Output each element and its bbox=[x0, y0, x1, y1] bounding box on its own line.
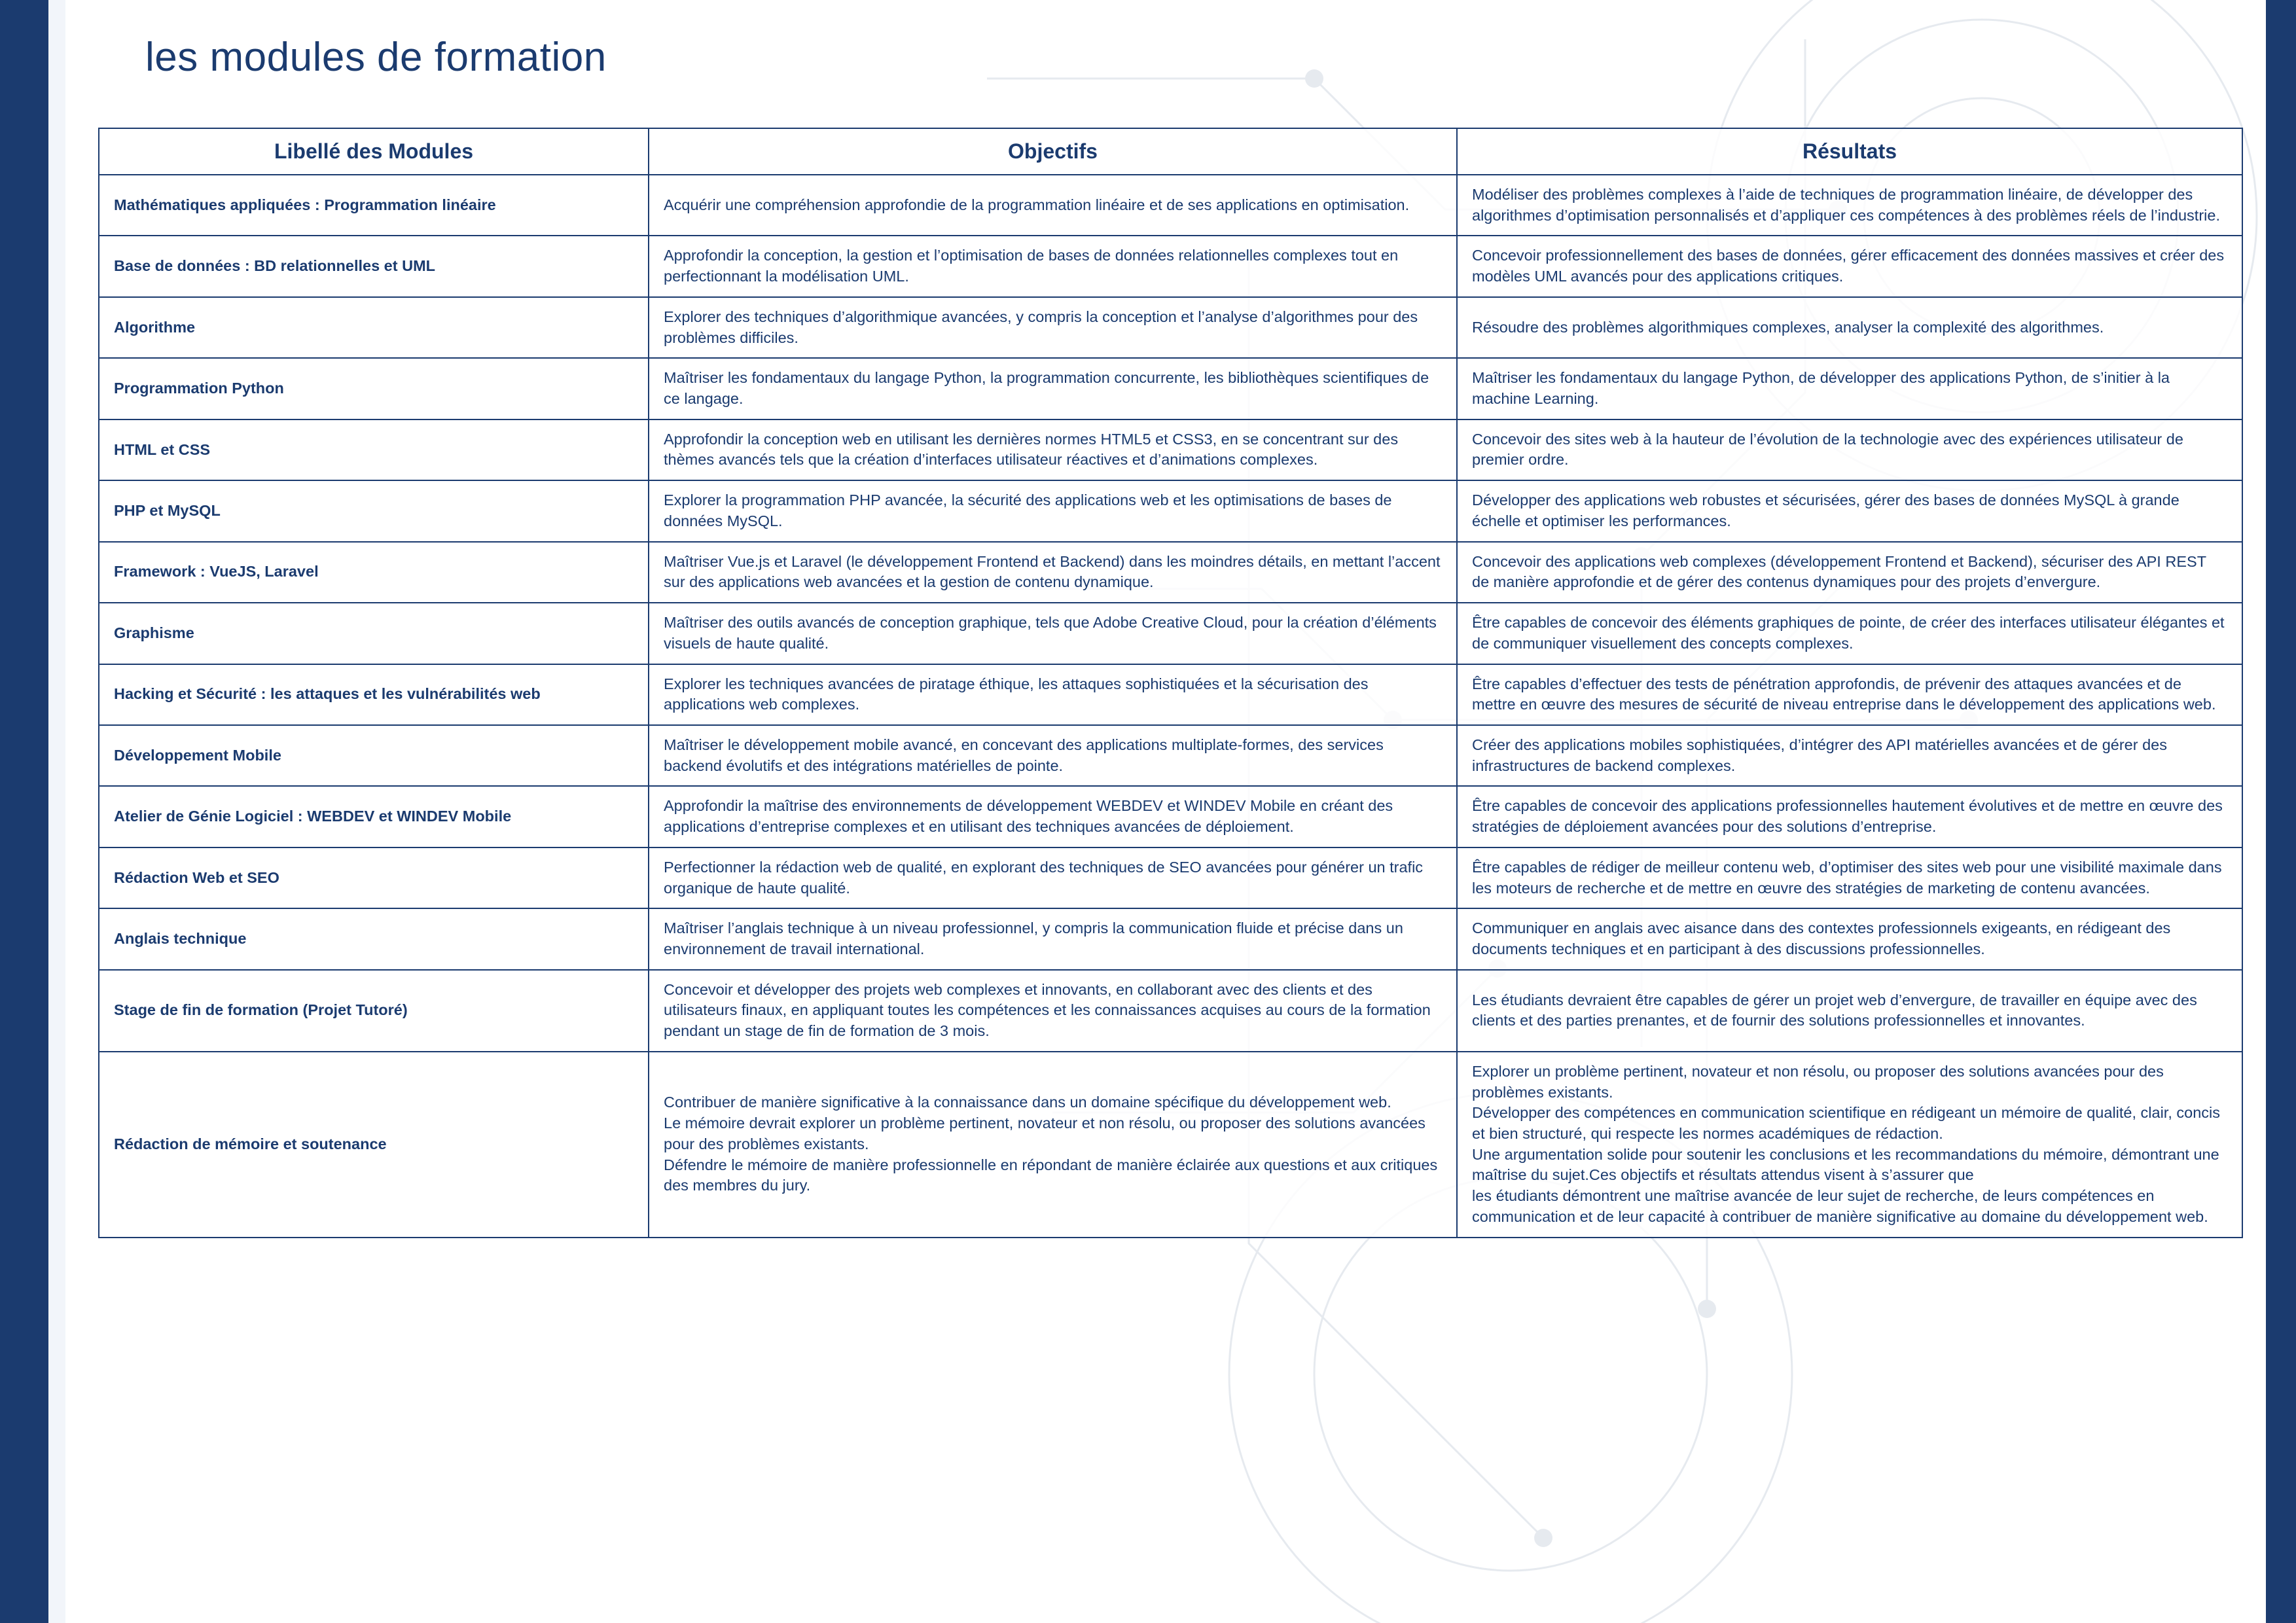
modules-table-container bbox=[98, 128, 2242, 1238]
cell-objectives: Acquérir une compréhension approfondie de la programmation linéaire et de ses applications en optimisation. bbox=[649, 175, 1457, 236]
table-row bbox=[99, 908, 2242, 969]
table-row bbox=[99, 175, 2242, 236]
cell-module-name: Base de données : BD relationnelles et UML bbox=[99, 236, 649, 296]
table-row bbox=[99, 480, 2242, 541]
cell-results: Être capables de concevoir des applications professionnelles hautement évolutives et de mettre en œuvre des stratégies de déploiement avancées pour des solutions d’entreprise. bbox=[1457, 786, 2242, 847]
left-decor-band-secondary bbox=[48, 0, 65, 1623]
cell-results: Concevoir professionnellement des bases de données, gérer efficacement des données massives et créer des modèles UML avancés pour des applications critiques. bbox=[1457, 236, 2242, 296]
table-row bbox=[99, 358, 2242, 419]
cell-module-name: Framework : VueJS, Laravel bbox=[99, 542, 649, 603]
cell-results: Être capables de rédiger de meilleur contenu web, d’optimiser des sites web pour une visibilité maximale dans les moteurs de recherche et de mettre en œuvre des stratégies de marketing de contenu avancées. bbox=[1457, 847, 2242, 908]
table-row bbox=[99, 664, 2242, 725]
cell-results: Explorer un problème pertinent, novateur et non résolu, ou proposer des solutions avancées pour des problèmes existants. Développer des compétences en communication scientifique en rédigeant un mémoire de qualité, clair, concis et bien structuré, qui respecte les normes académiques de rédaction. Une argumentation solide pour soutenir les conclusions et les recommandations du mémoire, démontrant une maîtrise du sujet.Ces objectifs et résultats attendus visent à s’assurer que les étudiants démontrent une maîtrise avancée de leur sujet de recherche, de leurs compétences en communication et de leur capacité à contribuer de manière significative au domaine du développement web. bbox=[1457, 1052, 2242, 1238]
cell-module-name: Hacking et Sécurité : les attaques et les vulnérabilités web bbox=[99, 664, 649, 725]
table-row bbox=[99, 786, 2242, 847]
cell-objectives: Explorer des techniques d’algorithmique avancées, y compris la conception et l’analyse d’algorithmes pour des problèmes difficiles. bbox=[649, 297, 1457, 358]
cell-objectives: Concevoir et développer des projets web complexes et innovants, en collaborant avec des clients et des utilisateurs finaux, en appliquant toutes les compétences et les connaissances acquises au cours de la formation pendant un stage de fin de formation de 3 mois. bbox=[649, 970, 1457, 1052]
page-title: les modules de formation bbox=[145, 35, 607, 80]
cell-objectives: Approfondir la conception web en utilisant les dernières normes HTML5 et CSS3, en se concentrant sur des thèmes avancés tels que la création d’interfaces utilisateur réactives et d’animations complexes. bbox=[649, 419, 1457, 480]
cell-results: Communiquer en anglais avec aisance dans des contextes professionnels exigeants, en rédigeant des documents techniques et en participant à des discussions professionnelles. bbox=[1457, 908, 2242, 969]
modules-table-body bbox=[99, 175, 2242, 1238]
cell-module-name: Rédaction Web et SEO bbox=[99, 847, 649, 908]
cell-objectives: Maîtriser les fondamentaux du langage Python, la programmation concurrente, les bibliothèques scientifiques de ce langage. bbox=[649, 358, 1457, 419]
right-decor-band bbox=[2266, 0, 2296, 1623]
cell-results: Développer des applications web robustes et sécurisées, gérer des bases de données MySQL à grande échelle et optimiser les performances. bbox=[1457, 480, 2242, 541]
table-row bbox=[99, 419, 2242, 480]
cell-objectives: Explorer la programmation PHP avancée, la sécurité des applications web et les optimisations de bases de données MySQL. bbox=[649, 480, 1457, 541]
cell-module-name: Atelier de Génie Logiciel : WEBDEV et WINDEV Mobile bbox=[99, 786, 649, 847]
cell-objectives: Maîtriser des outils avancés de conception graphique, tels que Adobe Creative Cloud, pour la création d’éléments visuels de haute qualité. bbox=[649, 603, 1457, 664]
cell-results: Maîtriser les fondamentaux du langage Python, de développer des applications Python, de s’initier à la machine Learning. bbox=[1457, 358, 2242, 419]
cell-module-name: Mathématiques appliquées : Programmation linéaire bbox=[99, 175, 649, 236]
table-header-row bbox=[99, 128, 2242, 175]
cell-results: Créer des applications mobiles sophistiquées, d’intégrer des API matérielles avancées et de gérer des infrastructures de backend complexes. bbox=[1457, 725, 2242, 786]
table-row bbox=[99, 847, 2242, 908]
cell-objectives: Contribuer de manière significative à la connaissance dans un domaine spécifique du développement web. Le mémoire devrait explorer un problème pertinent, novateur et non résolu, ou proposer des solutions avancées pour des problèmes existants. Défendre le mémoire de manière professionnelle en répondant de manière éclairée aux questions et aux critiques des membres du jury. bbox=[649, 1052, 1457, 1238]
cell-module-name: Programmation Python bbox=[99, 358, 649, 419]
modules-table bbox=[98, 128, 2243, 1238]
cell-module-name: Stage de fin de formation (Projet Tutoré) bbox=[99, 970, 649, 1052]
cell-results: Les étudiants devraient être capables de gérer un projet web d’envergure, de travailler en équipe avec des clients et des parties prenantes, et de fournir des solutions professionnelles et innovantes. bbox=[1457, 970, 2242, 1052]
column-header-results: Résultats bbox=[1457, 128, 2242, 175]
column-header-module: Libellé des Modules bbox=[99, 128, 649, 175]
cell-module-name: HTML et CSS bbox=[99, 419, 649, 480]
cell-objectives: Approfondir la maîtrise des environnements de développement WEBDEV et WINDEV Mobile en créant des applications d’entreprise complexes et en utilisant des techniques avancées de déploiement. bbox=[649, 786, 1457, 847]
cell-module-name: Graphisme bbox=[99, 603, 649, 664]
table-row bbox=[99, 970, 2242, 1052]
table-row bbox=[99, 603, 2242, 664]
cell-module-name: Anglais technique bbox=[99, 908, 649, 969]
cell-module-name: PHP et MySQL bbox=[99, 480, 649, 541]
table-row bbox=[99, 297, 2242, 358]
left-decor-band bbox=[0, 0, 48, 1623]
table-row bbox=[99, 1052, 2242, 1238]
table-row bbox=[99, 236, 2242, 296]
table-row bbox=[99, 542, 2242, 603]
cell-objectives: Approfondir la conception, la gestion et l’optimisation de bases de données relationnelles complexes tout en perfectionnant la modélisation UML. bbox=[649, 236, 1457, 296]
cell-objectives: Explorer les techniques avancées de piratage éthique, les attaques sophistiquées et la sécurisation des applications web complexes. bbox=[649, 664, 1457, 725]
column-header-objectives: Objectifs bbox=[649, 128, 1457, 175]
cell-results: Être capables d’effectuer des tests de pénétration approfondis, de prévenir des attaques avancées et de mettre en œuvre des mesures de sécurité de niveau entreprise dans le développement des applications web. bbox=[1457, 664, 2242, 725]
table-row bbox=[99, 725, 2242, 786]
cell-objectives: Maîtriser l’anglais technique à un niveau professionnel, y compris la communication fluide et précise dans un environnement de travail international. bbox=[649, 908, 1457, 969]
cell-objectives: Maîtriser le développement mobile avancé, en concevant des applications multiplate-formes, des services backend évolutifs et des intégrations matérielles de pointe. bbox=[649, 725, 1457, 786]
cell-results: Être capables de concevoir des éléments graphiques de pointe, de créer des interfaces utilisateur élégantes et de communiquer visuellement des concepts complexes. bbox=[1457, 603, 2242, 664]
cell-module-name: Développement Mobile bbox=[99, 725, 649, 786]
cell-module-name: Rédaction de mémoire et soutenance bbox=[99, 1052, 649, 1238]
cell-results: Concevoir des sites web à la hauteur de l’évolution de la technologie avec des expériences utilisateur de premier ordre. bbox=[1457, 419, 2242, 480]
cell-results: Résoudre des problèmes algorithmiques complexes, analyser la complexité des algorithmes. bbox=[1457, 297, 2242, 358]
cell-results: Modéliser des problèmes complexes à l’aide de techniques de programmation linéaire, de développer des algorithmes d’optimisation personnalisés et d’appliquer ces compétences à des problèmes réels de l’industrie. bbox=[1457, 175, 2242, 236]
cell-module-name: Algorithme bbox=[99, 297, 649, 358]
cell-objectives: Maîtriser Vue.js et Laravel (le développement Frontend et Backend) dans les moindres détails, en mettant l’accent sur des applications web avancées et la gestion de contenu dynamique. bbox=[649, 542, 1457, 603]
cell-results: Concevoir des applications web complexes (développement Frontend et Backend), sécuriser des API REST de manière approfondie et de gérer des contenus dynamiques pour des projets d’envergure. bbox=[1457, 542, 2242, 603]
cell-objectives: Perfectionner la rédaction web de qualité, en explorant des techniques de SEO avancées pour générer un trafic organique de haute qualité. bbox=[649, 847, 1457, 908]
